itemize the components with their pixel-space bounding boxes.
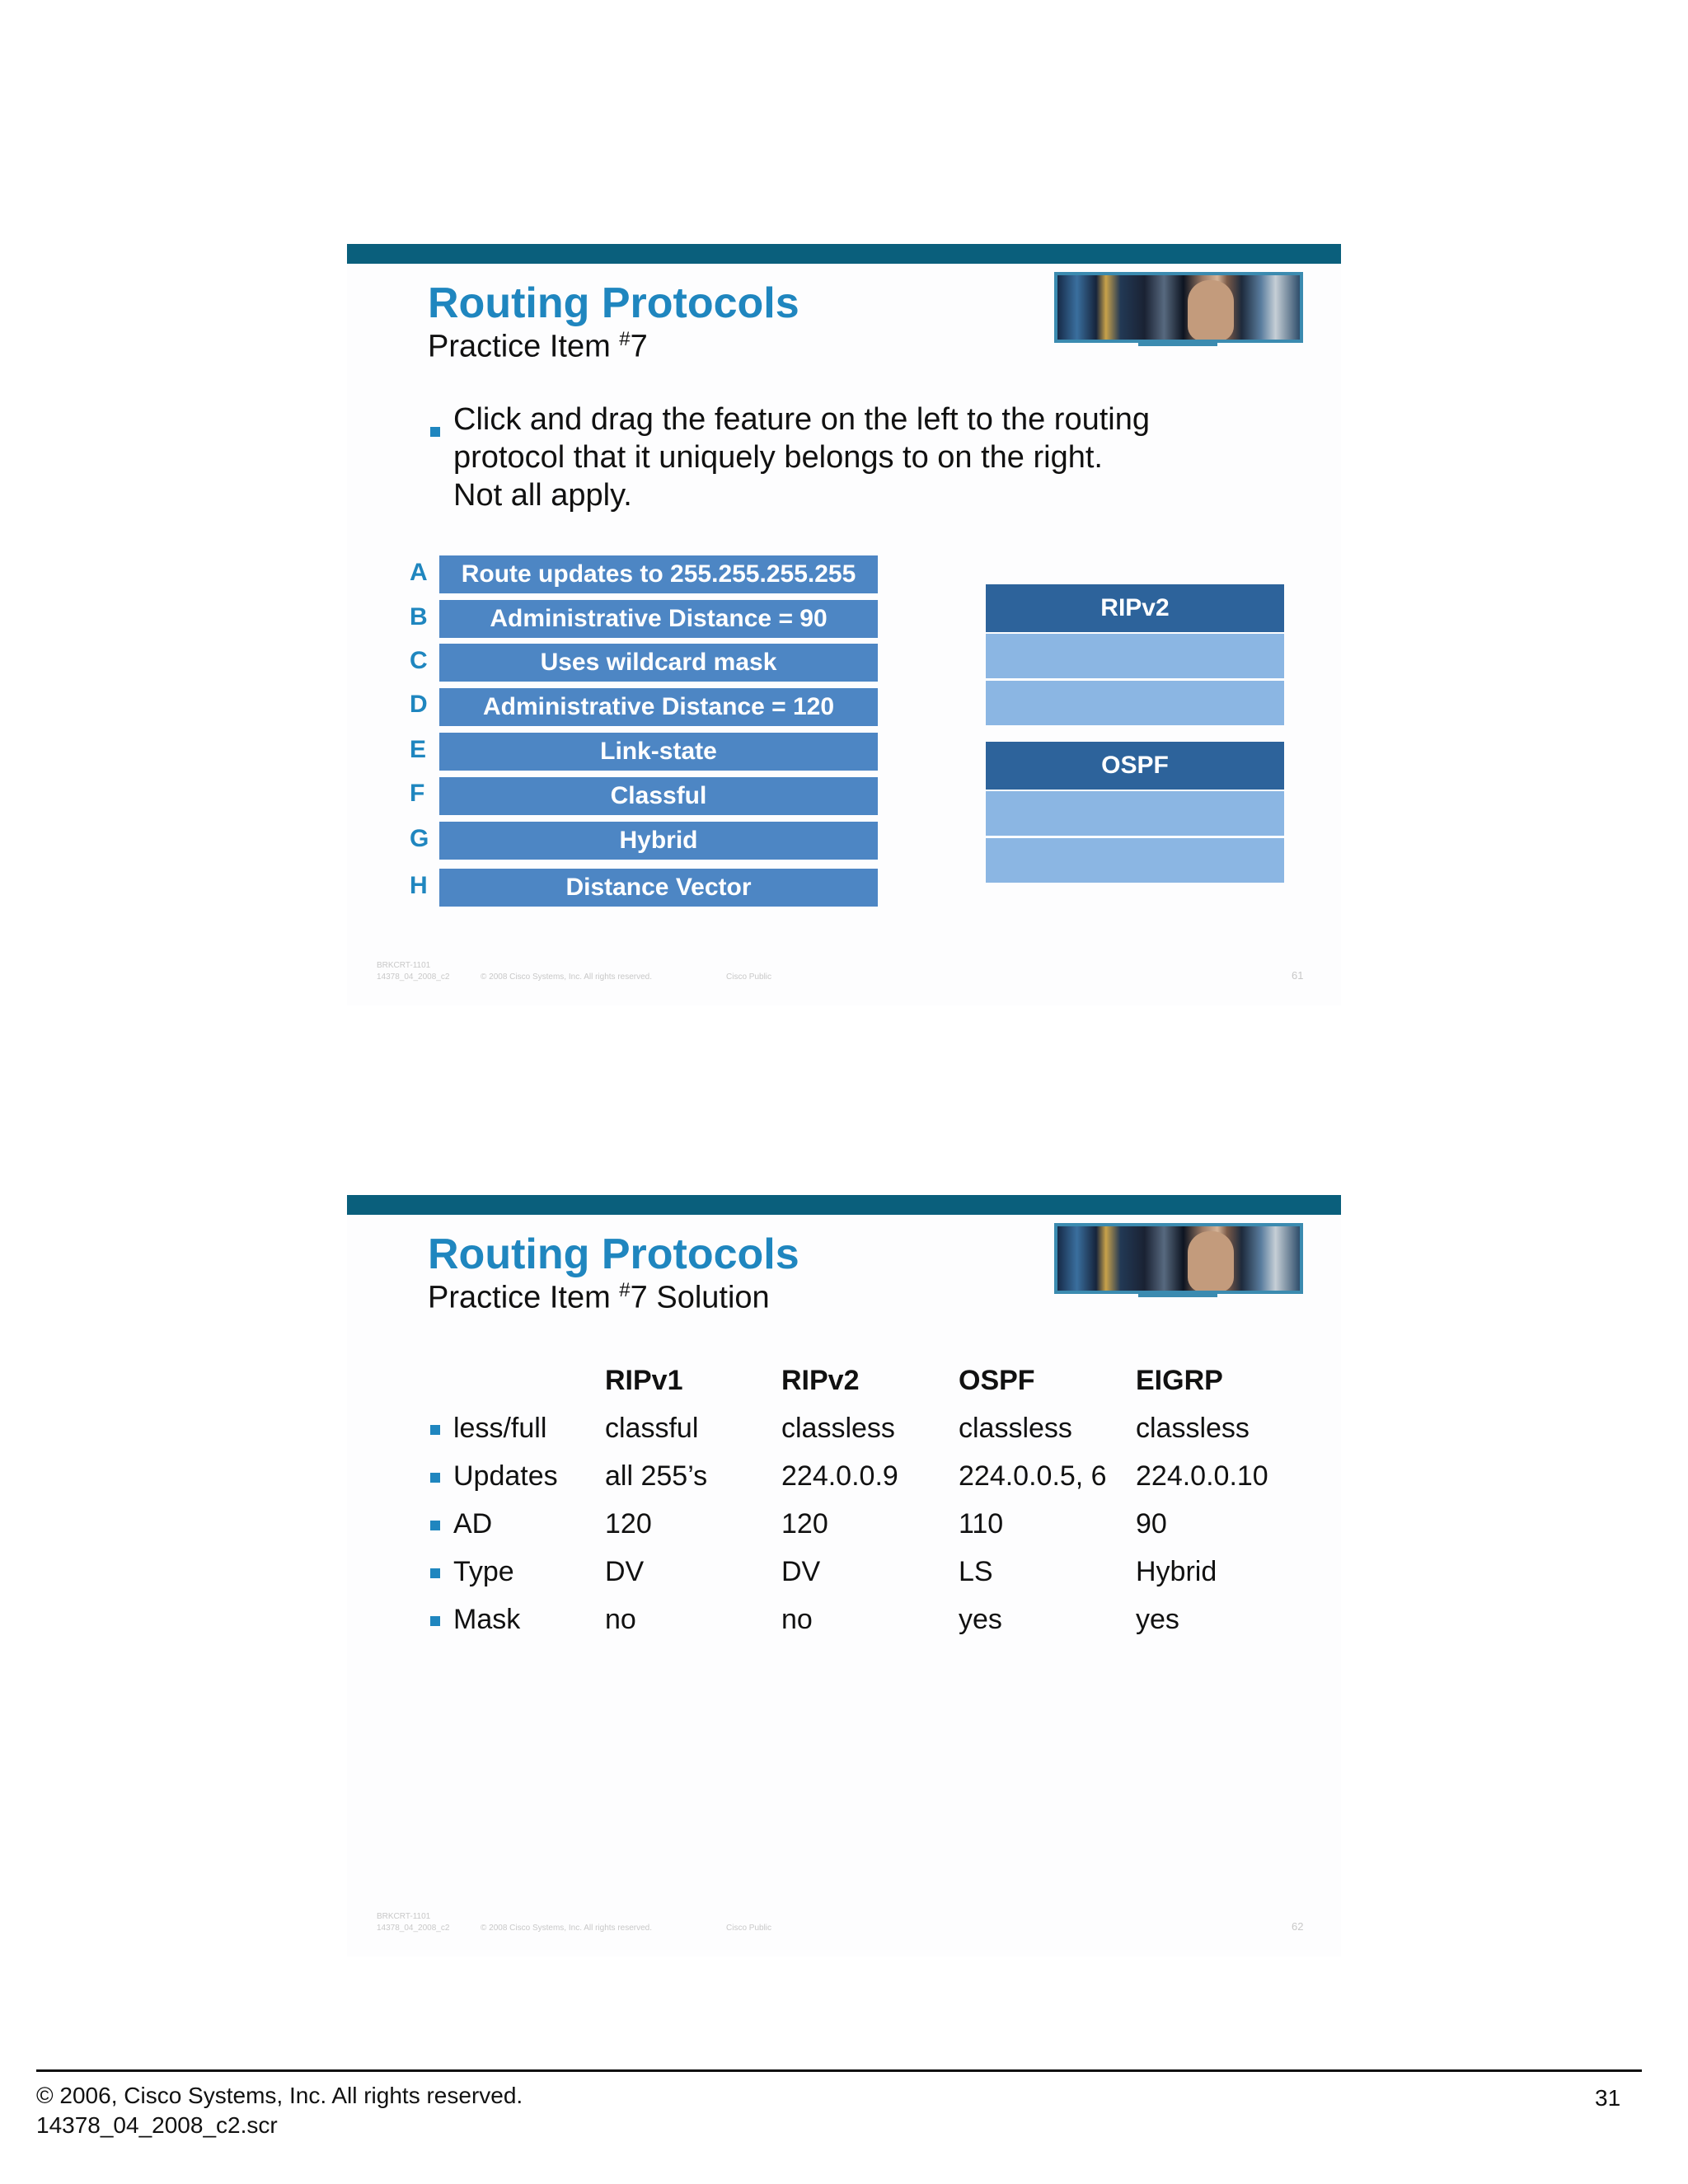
table-cell: yes [1136,1604,1179,1635]
footer-code: BRKCRT-1101 [377,961,431,970]
presenter-face [1188,280,1234,341]
feature-letter: B [410,603,428,630]
feature-letter: E [410,736,427,763]
feature-item-c[interactable]: Uses wildcard mask [439,644,878,682]
slide-practice-item-7-solution [347,1195,1341,1957]
table-cell: no [605,1604,636,1635]
table-cell: LS [959,1556,993,1587]
table-cell: 120 [605,1508,652,1540]
instructions [453,401,1150,514]
table-cell: 224.0.0.10 [1136,1460,1268,1492]
bullet-icon [430,427,440,437]
column-header: EIGRP [1136,1365,1223,1396]
drop-slot[interactable] [986,681,1284,725]
slide-title: Routing Protocols [428,1230,799,1278]
page-number: 31 [1595,2085,1621,2111]
subtitle-suffix: 7 Solution [630,1280,770,1315]
column-header: RIPv2 [781,1365,860,1396]
subtitle-prefix: Practice Item [428,329,620,364]
footer-copyright: © 2008 Cisco Systems, Inc. All rights reserved. [481,1924,653,1933]
feature-item-b[interactable]: Administrative Distance = 90 [439,600,878,638]
slide-header-bar [347,244,1341,264]
instruction-line: Click and drag the feature on the left to the routing [453,402,1150,437]
bullet-icon [430,1521,440,1530]
feature-item-f[interactable]: Classful [439,777,878,815]
table-cell: Hybrid [1136,1556,1217,1587]
instruction-line: Not all apply. [453,478,632,513]
table-cell: 120 [781,1508,828,1540]
page-footer-rule [36,2069,1642,2072]
presenter-photo [1054,1223,1303,1294]
table-cell: classless [781,1413,895,1444]
feature-letter: A [410,559,428,586]
feature-item-e[interactable]: Link-state [439,733,878,771]
row-label: Mask [453,1604,521,1635]
photo-tab-decoration [1138,343,1217,346]
table-cell: all 255’s [605,1460,708,1492]
target-header-ripv2: RIPv2 [986,584,1284,632]
row-label: AD [453,1508,493,1540]
slide-number: 61 [1292,969,1304,982]
row-label: Updates [453,1460,558,1492]
footer-file: 14378_04_2008_c2 [377,972,450,982]
slide-number: 62 [1292,1920,1304,1933]
footer-copyright: © 2008 Cisco Systems, Inc. All rights reserved. [481,972,653,982]
slide-subtitle [428,1279,770,1316]
feature-letter: C [410,647,428,674]
feature-letter: D [410,691,428,718]
drop-slot[interactable] [986,634,1284,678]
table-cell: yes [959,1604,1002,1635]
subtitle-superscript: # [619,328,631,350]
table-cell: classless [1136,1413,1250,1444]
table-cell: classless [959,1413,1072,1444]
table-cell: DV [605,1556,645,1587]
photo-tab-decoration [1138,1294,1217,1297]
footer-code: BRKCRT-1101 [377,1912,431,1921]
column-header: RIPv1 [605,1365,683,1396]
footer-classification: Cisco Public [726,972,772,982]
bullet-icon [430,1568,440,1578]
feature-item-a[interactable]: Route updates to 255.255.255.255 [439,555,878,593]
presenter-photo [1054,272,1303,343]
footer-file: 14378_04_2008_c2 [377,1924,450,1933]
table-cell: 224.0.0.9 [781,1460,898,1492]
feature-letter: H [410,872,428,899]
table-cell: 110 [959,1508,1004,1540]
drop-slot[interactable] [986,838,1284,883]
table-cell: classful [605,1413,699,1444]
feature-item-h[interactable]: Distance Vector [439,869,878,907]
feature-letter: F [410,780,425,807]
subtitle-superscript: # [619,1279,631,1301]
slide-header-bar [347,1195,1341,1215]
slide-title: Routing Protocols [428,279,799,327]
subtitle-suffix: 7 [630,329,648,364]
bullet-icon [430,1425,440,1435]
bullet-icon [430,1616,440,1626]
table-cell: DV [781,1556,821,1587]
feature-item-g[interactable]: Hybrid [439,822,878,860]
presenter-face [1188,1231,1234,1292]
page-copyright: © 2006, Cisco Systems, Inc. All rights reserved. [36,2083,523,2108]
row-label: Type [453,1556,514,1587]
row-label: less/full [453,1413,547,1444]
slide-practice-item-7 [347,244,1341,1005]
subtitle-prefix: Practice Item [428,1280,620,1315]
footer-classification: Cisco Public [726,1924,772,1933]
table-cell: 90 [1136,1508,1167,1540]
drop-slot[interactable] [986,791,1284,836]
table-cell: no [781,1604,813,1635]
page-filename: 14378_04_2008_c2.scr [36,2112,278,2138]
slide-subtitle [428,328,648,365]
bullet-icon [430,1473,440,1483]
target-header-ospf: OSPF [986,742,1284,790]
column-header: OSPF [959,1365,1035,1396]
table-cell: 224.0.0.5, 6 [959,1460,1107,1492]
feature-letter: G [410,825,429,852]
feature-item-d[interactable]: Administrative Distance = 120 [439,688,878,726]
instruction-line: protocol that it uniquely belongs to on the right. [453,440,1103,475]
